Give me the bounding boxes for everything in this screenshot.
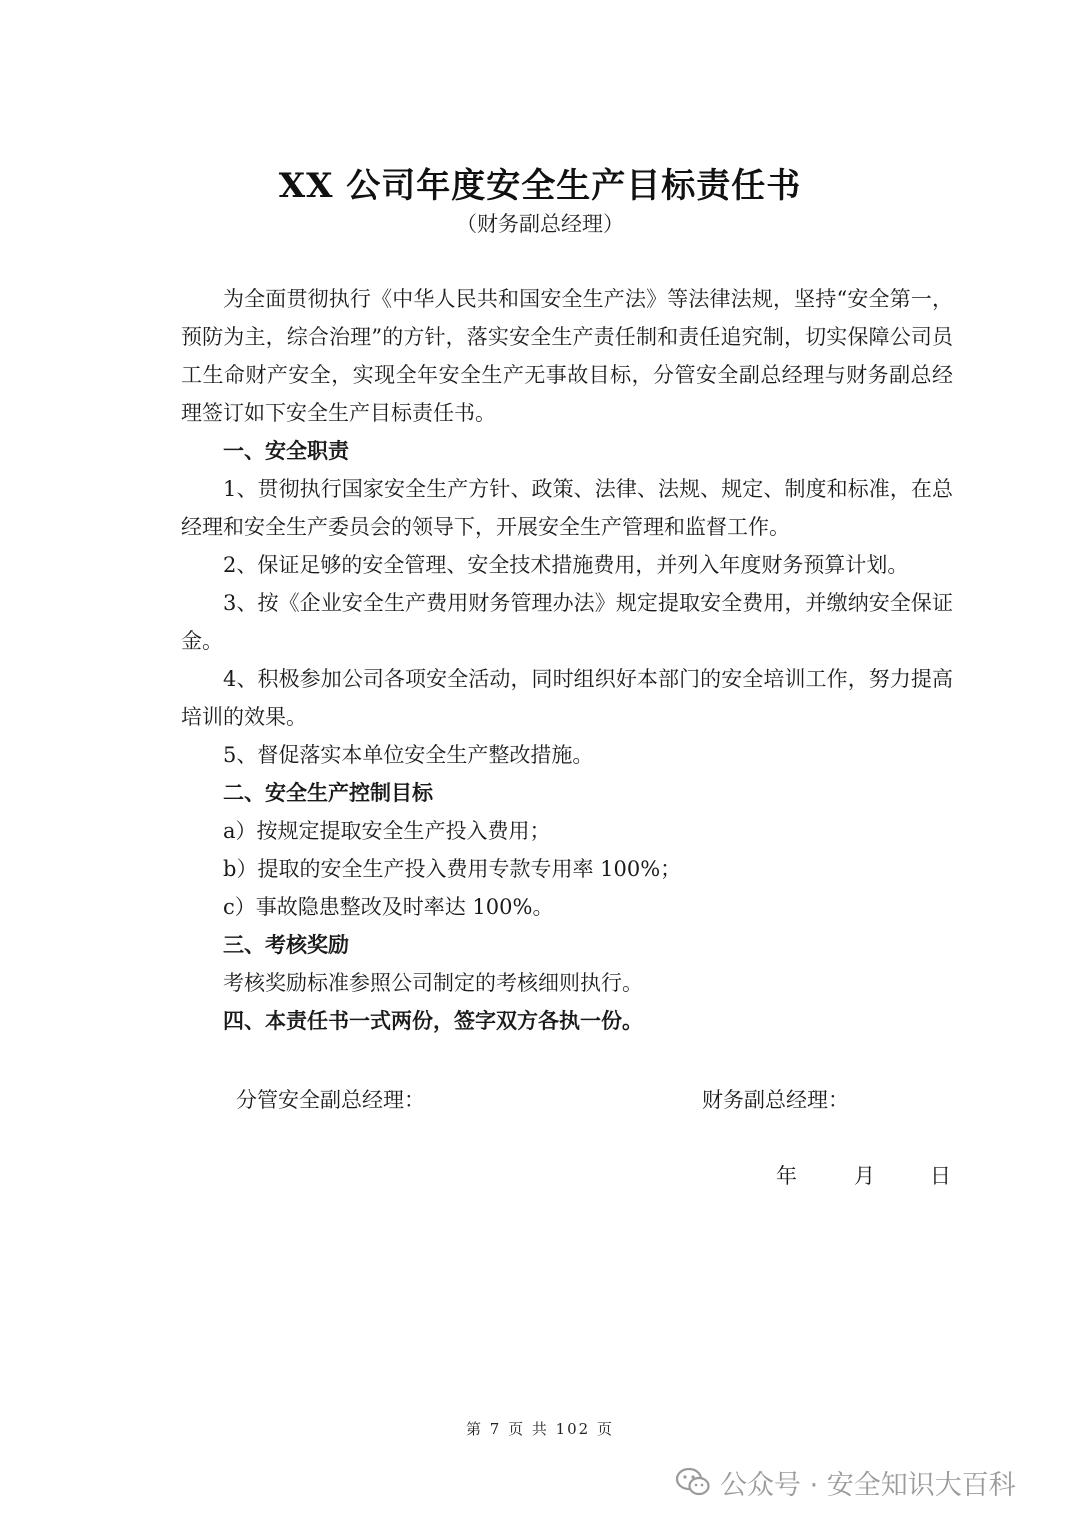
- page-number: 第 7 页 共 102 页: [465, 1420, 614, 1438]
- watermark-text: 公众号 · 安全知识大百科: [720, 1469, 1016, 1501]
- paragraph: 2、保证足够的安全管理、安全技术措施费用，并列入年度财务预算计划。: [223, 553, 909, 577]
- document-title: XX 公司年度安全生产目标责任书: [278, 166, 802, 206]
- paragraph: a）按规定提取安全生产投入费用；: [223, 819, 551, 843]
- date-year-label: 年: [776, 1164, 797, 1188]
- wechat-icon: [676, 1467, 710, 1497]
- section-heading: 四、本责任书一式两份，签字双方各执一份。: [223, 1008, 643, 1033]
- paragraph: 5、督促落实本单位安全生产整改措施。: [223, 743, 594, 767]
- section-heading: 二、安全生产控制目标: [223, 780, 433, 805]
- document-subtitle: （财务副总经理）: [456, 212, 624, 236]
- signature-label-finance-vp: 财务副总经理：: [702, 1088, 849, 1112]
- paragraph: 1、贯彻执行国家安全生产方针、政策、法律、法规、规定、制度和标准，在总经理和安全生产委员会的领导下，开展安全生产管理和监督工作。: [181, 477, 953, 539]
- signature-row: [0, 1084, 1080, 1124]
- paragraph: 3、按《企业安全生产费用财务管理办法》规定提取安全费用，并缴纳安全保证金。: [181, 591, 953, 653]
- paragraph: c）事故隐患整改及时率达 100%。: [223, 895, 554, 919]
- document-body: [181, 280, 953, 1040]
- section-heading: 三、考核奖励: [223, 932, 349, 957]
- date-day-label: 日: [930, 1164, 951, 1188]
- section-heading: 一、安全职责: [223, 438, 349, 463]
- watermark: [676, 1462, 1016, 1502]
- paragraph: 考核奖励标准参照公司制定的考核细则执行。: [223, 971, 643, 995]
- date-row: [776, 1160, 956, 1194]
- signature-label-safety-vp: 分管安全副总经理：: [236, 1088, 425, 1112]
- paragraph: 为全面贯彻执行《中华人民共和国安全生产法》等法律法规，坚持“安全第一，预防为主，综合治理”的方针，落实安全生产责任制和责任追究制，切实保障公司员工生命财产安全，实现全年安全生产无事故目标，分管安全副总经理与财务副总经理签订如下安全生产目标责任书。: [181, 287, 953, 425]
- date-month-label: 月: [854, 1164, 875, 1188]
- paragraph: b）提取的安全生产投入费用专款专用率 100%；: [223, 857, 682, 881]
- paragraph: 4、积极参加公司各项安全活动，同时组织好本部门的安全培训工作，努力提高培训的效果。: [181, 667, 953, 729]
